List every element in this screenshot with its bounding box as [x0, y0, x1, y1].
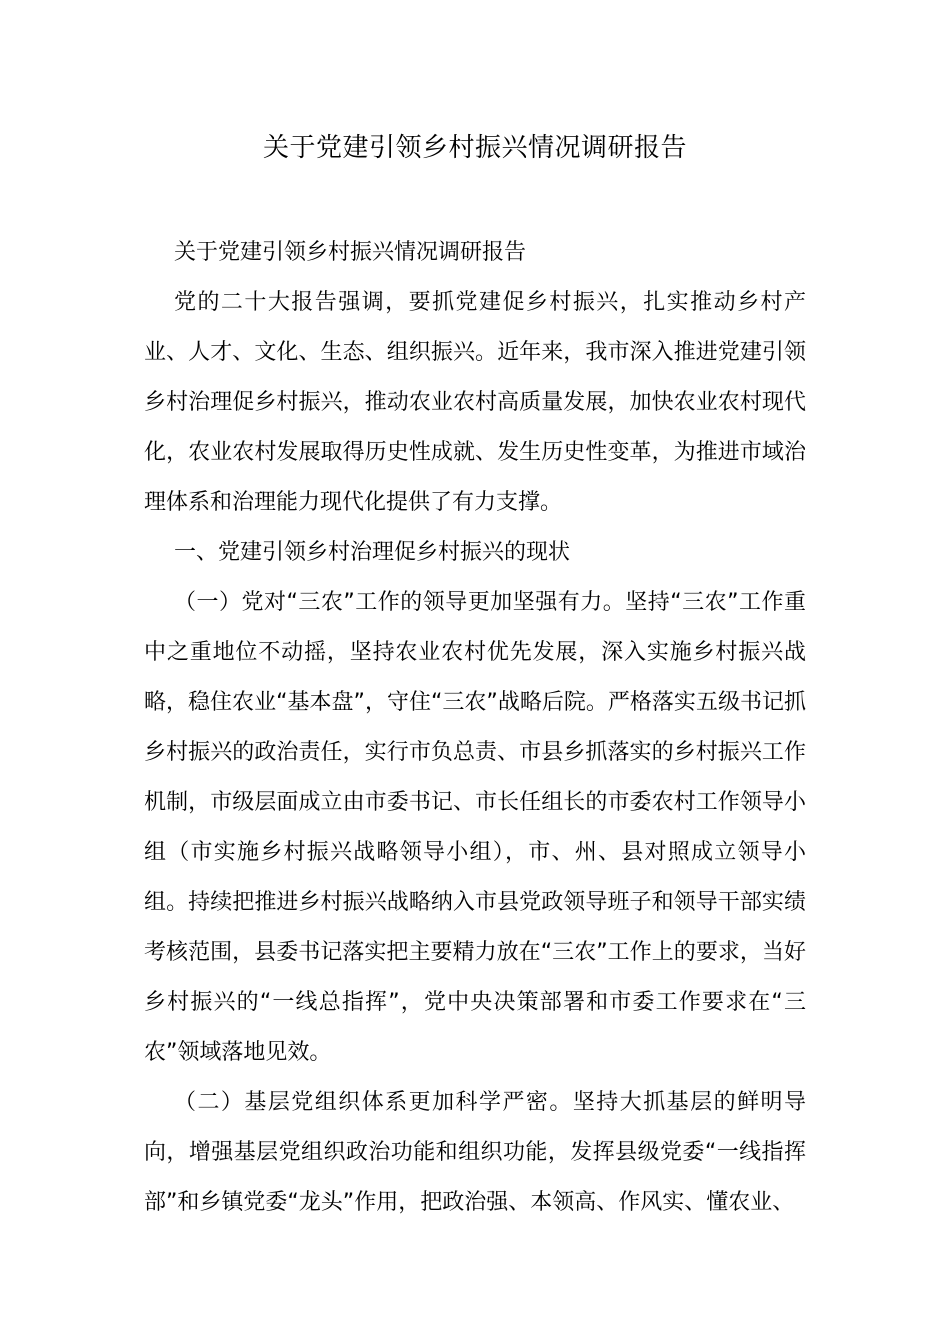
paragraph-intro: 党的二十大报告强调，要抓党建促乡村振兴，扎实推动乡村产业、人才、文化、生态、组织振兴。近年来，我市深入推进党建引领乡村治理促乡村振兴，推动农业农村高质量发展，加快农业农村现代化，农业农村发展取得历史性成就、发生历史性变革，为推进市域治理体系和治理能力现代化提供了有力支撑。: [144, 290, 806, 515]
paragraph-section-1-1: （一）党对“三农”工作的领导更加坚强有力。坚持“三农”工作重中之重地位不动摇，坚持农业农村优先发展，深入实施乡村振兴战略，稳住农业“基本盘”，守住“三农”战略后院。严格落实五级书记抓乡村振兴的政治责任，实行市负总责、市县乡抓落实的乡村振兴工作机制，市级层面成立由市委书记、市长任组长的市委农村工作领导小组（市实施乡村振兴战略领导小组），市、州、县对照成立领导小组。持续把推进乡村振兴战略纳入市县党政领导班子和领导干部实绩考核范围，县委书记落实把主要精力放在“三农”工作上的要求，当好乡村振兴的“一线总指挥”，党中央决策部署和市委工作要求在“三农”领域落地见效。: [144, 590, 806, 1065]
paragraph-section-1-2: （二）基层党组织体系更加科学严密。坚持大抓基层的鲜明导向，增强基层党组织政治功能和组织功能，发挥县级党委“一线指挥部”和乡镇党委“龙头”作用，把政治强、本领高、作风实、懂农业、: [144, 1090, 806, 1215]
document-title: 关于党建引领乡村振兴情况调研报告: [262, 133, 687, 163]
document-body: [144, 228, 806, 1228]
section-heading-1: 一、党建引领乡村治理促乡村振兴的现状: [174, 540, 571, 565]
paragraph-subtitle: 关于党建引领乡村振兴情况调研报告: [174, 240, 527, 265]
